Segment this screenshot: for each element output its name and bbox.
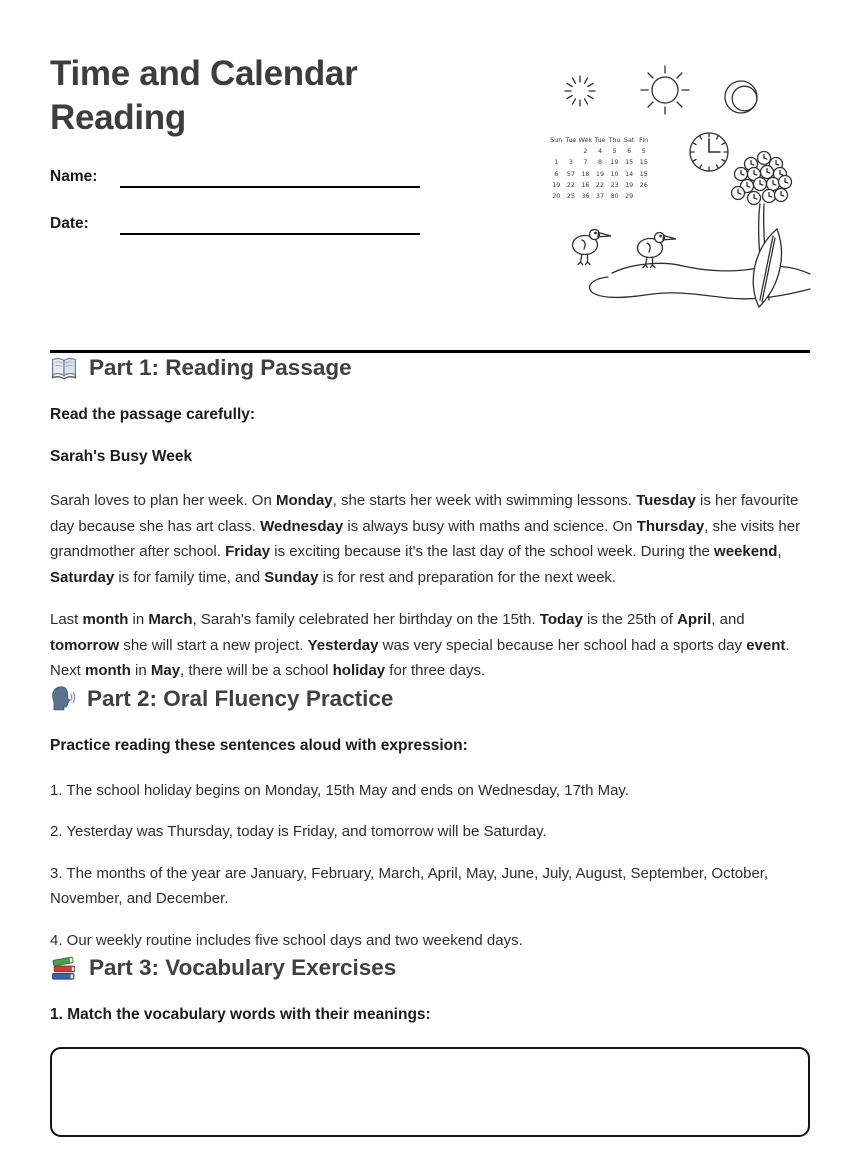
calendar-cell: 19 [552,180,561,189]
part3-heading [50,953,810,983]
calendar-cell [549,148,564,155]
calendar-cell [564,148,579,155]
calendar-cell: 25 [566,191,575,200]
calendar-cell: Sun [550,136,563,144]
calendar-cell: 37 [595,191,605,200]
calendar-cell: 10 [610,169,619,178]
clock-icon [690,133,728,171]
calendar-cell: 8 [597,158,603,167]
part1-instruction: Read the passage carefully: [50,406,256,423]
calendar-cell: 19 [610,158,619,167]
open-book-icon [50,356,78,381]
calendar-cell: 19 [625,180,634,189]
calendar-cell: 7 [583,158,588,167]
calendar-cell: 4 [597,147,603,156]
calendar-cell: 2 [583,147,588,156]
calendar-cell: 15 [639,169,648,178]
vocab-answer-box[interactable] [50,1047,810,1137]
date-field-row [50,213,420,235]
page-title: Time and Calendar Reading [50,54,358,137]
fluency-sentence: 2. Yesterday was Thursday, today is Friday, and tomorrow will be Saturday. [50,823,547,840]
calendar-cell: 6 [554,169,559,178]
calendar-cell: Fin [639,136,649,144]
fluency-sentence: 3. The months of the year are January, February, March, April, May, June, July, August, September, October, November, and December. [50,864,769,907]
calendar-cell: 29 [625,191,634,200]
kiwi-bird-icon [638,233,677,268]
calendar-cell: 23 [610,180,619,189]
mini-calendar [549,137,651,200]
calendar-cell: 1 [554,158,559,167]
name-label: Name: [50,168,98,185]
calendar-cell: Tue [565,136,577,144]
worksheet-header [0,0,860,312]
name-input[interactable] [120,166,420,188]
part2-heading-text: Part 2: Oral Fluency Practice [87,685,394,711]
calendar-cell [636,193,651,200]
passage-paragraph: Last month in March, Sarah's family celebrated her birthday on the 15th. Today is the 25th of April, and tomorrow she will start a new project. Yesterday was very special because her school had a sports day event. Next month in May, there will be a school holiday for three days. [50,611,790,679]
calendar-cell: 5 [612,147,617,156]
calendar-cell: Sat [623,136,635,144]
fluency-sentence: 4. Our weekly routine includes five school days and two weekend days. [50,931,523,949]
calendar-cell: 22 [566,180,575,189]
calendar-cell: 15 [625,158,634,167]
kiwi-bird-icon [573,230,612,265]
calendar-cell: 36 [581,191,590,200]
calendar-cell: 5 [641,147,646,156]
calendar-cell: 15 [639,158,648,167]
name-field-row [50,166,420,188]
calendar-cell: 22 [595,180,605,189]
header-illustration [533,52,813,312]
moon-icon [725,81,757,113]
calendar-cell: 16 [581,180,590,189]
calendar-cell: 19 [595,169,605,178]
part3-heading-text: Part 3: Vocabulary Exercises [89,955,397,980]
part1-heading [50,353,810,383]
part2-heading [50,684,810,714]
calendar-cell: 80 [610,191,619,200]
part2-instruction: Practice reading these sentences aloud with expression: [50,736,468,754]
date-input[interactable] [120,213,420,235]
date-label: Date: [50,215,89,232]
calendar-cell: 3 [568,158,573,167]
calendar-cell: 18 [581,169,590,178]
calendar-cell: Wek [578,136,593,144]
calendar-cell: 26 [639,180,648,189]
calendar-cell: Tue [594,136,606,144]
part1-heading-text: Part 1: Reading Passage [89,355,352,380]
calendar-cell: Thu [608,136,621,144]
calendar-cell: 20 [552,191,561,200]
books-stack-icon [50,955,78,982]
vocab-exercise-label: 1. Match the vocabulary words with their meanings: [50,1006,431,1023]
calendar-cell: 14 [625,169,634,178]
speaking-head-icon [50,685,76,712]
sun-icon [652,77,678,103]
calendar-cell: 6 [627,147,632,156]
passage-title: Sarah's Busy Week [50,448,193,465]
passage-paragraph: Sarah loves to plan her week. On Monday, she starts her week with swimming lessons. Tuesday is her favourite day because she has art class. Wednesday is always busy with maths and science. On Thursday, she visits her grandmother after school. Friday is exciting because it's the last day of the school week. During the weekend, Saturday is for family time, and Sunday is for rest and preparation for the next week. [50,492,801,586]
calendar-cell: 57 [566,169,575,178]
fluency-sentence: 1. The school holiday begins on Monday, 15th May and ends on Wednesday, 17th May. [50,781,629,799]
